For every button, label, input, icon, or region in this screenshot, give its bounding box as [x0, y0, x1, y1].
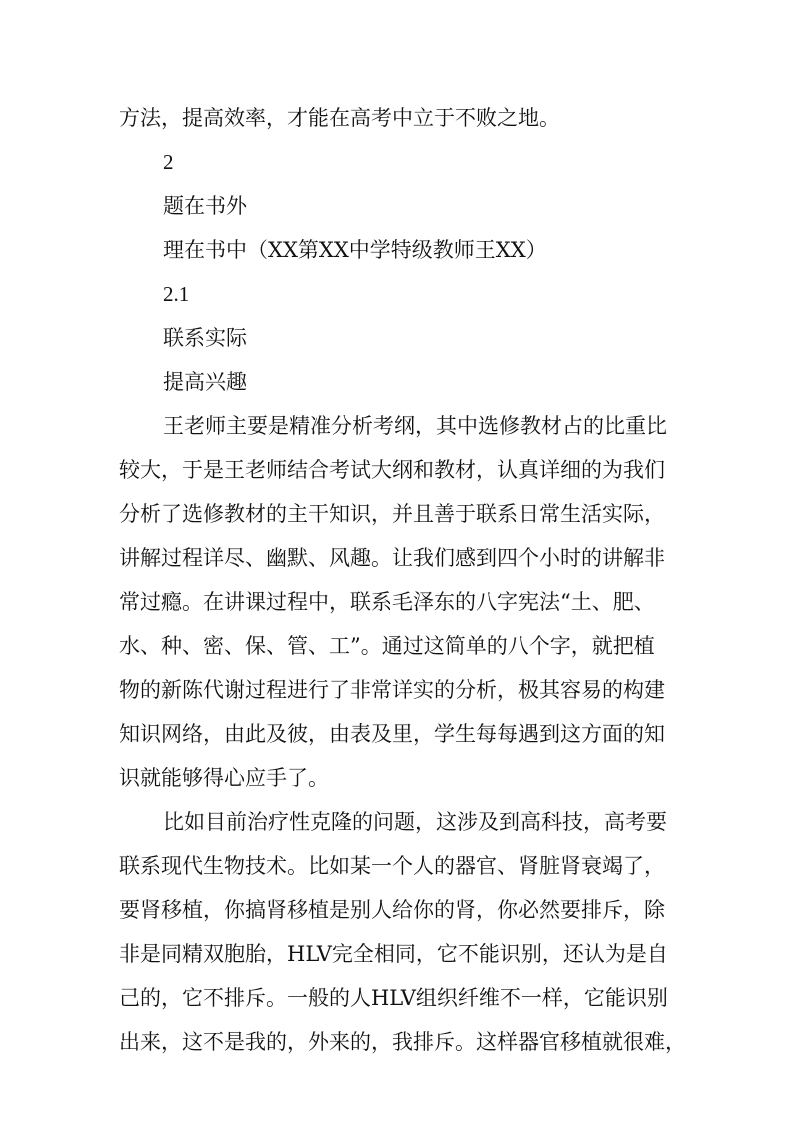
body-text-line-1: 方法，提高效率，才能在高考中立于不败之地。 [119, 106, 560, 130]
paragraph-2-line-6: 出来，这不是我的，外来的，我排斥。这样器官移植就很难， [119, 1030, 686, 1054]
section-number-2: 2 [163, 150, 174, 174]
paragraph-1-line-2: 较大，于是王老师结合考试大纲和教材，认真详细的为我们 [119, 458, 665, 482]
paragraph-1-line-3: 分析了选修教材的主干知识，并且善于联系日常生活实际， [119, 502, 665, 526]
paragraph-2-line-2: 联系现代生物技术。比如某一个人的器官、肾脏肾衰竭了， [119, 854, 665, 878]
paragraph-2-line-4: 非是同精双胞胎，HLV完全相同，它不能识别，还认为是自 [119, 942, 668, 966]
paragraph-2-line-3: 要肾移植，你搞肾移植是别人给你的肾，你必然要排斥，除 [119, 898, 665, 922]
paragraph-1-line-6: 水、种、密、保、管、工”。通过这简单的八个字，就把植 [119, 634, 655, 658]
paragraph-1-line-1: 王老师主要是精准分析考纲，其中选修教材占的比重比 [163, 414, 667, 438]
section-title-line-1: 题在书外 [163, 194, 247, 218]
section-title-line-2: 理在书中（XX第XX中学特级教师王XX） [163, 238, 547, 262]
subsection-number-2-1: 2.1 [163, 282, 190, 306]
paragraph-2-line-5: 己的，它不排斥。一般的人HLV组织纤维不一样，它能识别 [119, 986, 668, 1010]
paragraph-1-line-4: 讲解过程详尽、幽默、风趣。让我们感到四个小时的讲解非 [119, 546, 665, 570]
paragraph-1-line-8: 知识网络，由此及彼，由表及里，学生每每遇到这方面的知 [119, 722, 665, 746]
paragraph-2-line-1: 比如目前治疗性克隆的问题，这涉及到高科技，高考要 [163, 810, 667, 834]
subsection-title-line-1: 联系实际 [163, 326, 247, 350]
subsection-title-line-2: 提高兴趣 [163, 370, 247, 394]
paragraph-1-line-9: 识就能够得心应手了。 [119, 766, 329, 790]
paragraph-1-line-5: 常过瘾。在讲课过程中，联系毛泽东的八字宪法“土、肥、 [119, 590, 655, 614]
paragraph-1-line-7: 物的新陈代谢过程进行了非常详实的分析，极其容易的构建 [119, 678, 665, 702]
